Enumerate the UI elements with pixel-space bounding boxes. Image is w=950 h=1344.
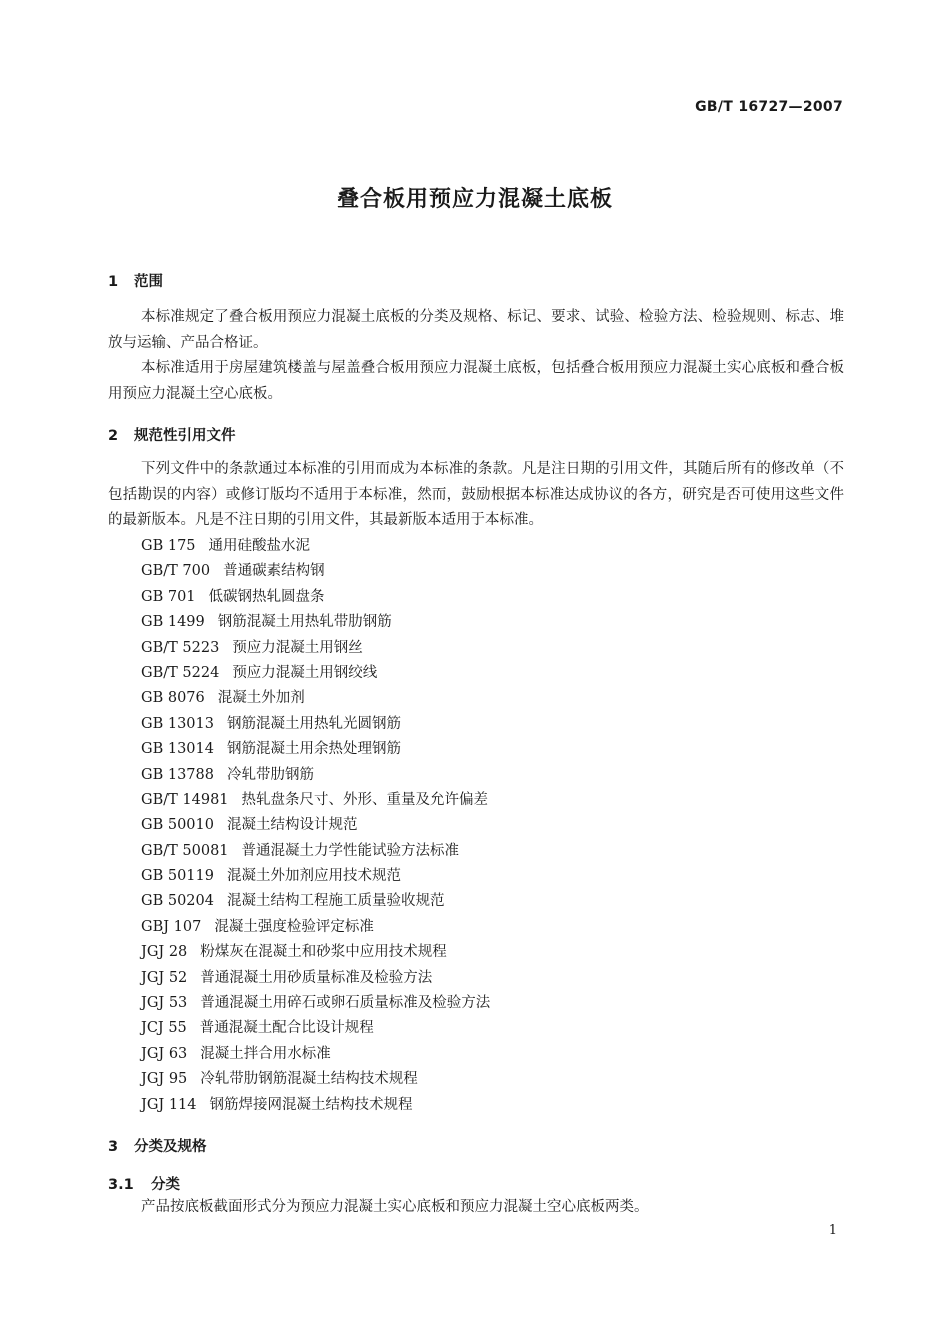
reference-code: JGJ 53 (141, 995, 188, 1012)
reference-item (141, 1016, 490, 1041)
reference-code: GB/T 5224 (141, 664, 220, 681)
reference-code: JGJ 52 (141, 969, 188, 986)
subsection-number: 3.1 (108, 1177, 134, 1193)
section-title: 范围 (134, 274, 163, 290)
standard-code: GB/T 16727—2007 (695, 99, 843, 115)
page-number: 1 (828, 1223, 837, 1238)
reference-item (141, 636, 490, 661)
reference-code: JGJ 114 (141, 1096, 197, 1113)
reference-code: GB 50204 (141, 893, 214, 910)
reference-code: GB/T 14981 (141, 791, 229, 808)
reference-item (141, 889, 490, 914)
reference-code: GB/T 700 (141, 563, 211, 580)
section-title: 分类及规格 (134, 1139, 207, 1155)
reference-name: 钢筋焊接网混凝土结构技术规程 (209, 1096, 413, 1113)
reference-item (141, 1067, 490, 1092)
reference-item (141, 559, 490, 584)
reference-item (141, 864, 490, 889)
reference-code: JCJ 55 (141, 1020, 187, 1037)
reference-code: JGJ 28 (141, 944, 188, 961)
reference-item (141, 712, 490, 737)
scope-paragraph-2: 本标准适用于房屋建筑楼盖与屋盖叠合板用预应力混凝土底板，包括叠合板用预应力混凝土实心底板和叠合板用预应力混凝土空心底板。 (108, 360, 844, 402)
reference-item (141, 763, 490, 788)
reference-name: 普通碳素结构钢 (223, 563, 325, 580)
reference-code: GB 13014 (141, 741, 214, 758)
reference-code: GB 8076 (141, 690, 205, 707)
reference-item (141, 991, 490, 1016)
reference-item (141, 737, 490, 762)
section-number: 2 (108, 428, 119, 444)
reference-code: GB 175 (141, 538, 196, 554)
reference-name: 普通混凝土力学性能试验方法标准 (241, 842, 460, 859)
reference-code: GB 1499 (141, 614, 205, 631)
reference-item (141, 788, 490, 813)
reference-item (141, 686, 490, 711)
document-title: 叠合板用预应力混凝土底板 (336, 187, 613, 212)
reference-name: 混凝土强度检验评定标准 (214, 918, 374, 935)
classification-paragraph: 产品按底板截面形式分为预应力混凝土实心底板和预应力混凝土空心底板两类。 (141, 1199, 649, 1215)
reference-code: GB 13013 (141, 715, 214, 732)
reference-code: GB 701 (141, 588, 196, 605)
reference-name: 冷轧带肋钢筋 (226, 766, 314, 783)
reference-item (141, 839, 490, 864)
reference-name: 冷轧带肋钢筋混凝土结构技术规程 (200, 1071, 418, 1088)
reference-item (141, 915, 490, 940)
reference-item (141, 534, 490, 559)
section-number: 3 (108, 1139, 119, 1155)
subsection-title: 分类 (151, 1177, 180, 1193)
reference-code: JGJ 63 (141, 1045, 188, 1062)
reference-name: 预应力混凝土用钢丝 (232, 639, 363, 656)
reference-name: 低碳钢热轧圆盘条 (208, 588, 325, 605)
reference-item (141, 1093, 490, 1118)
section-1-heading (108, 270, 163, 291)
section-3-heading (108, 1135, 207, 1156)
reference-name: 普通混凝土用砂质量标准及检验方法 (200, 969, 433, 986)
reference-name: 粉煤灰在混凝土和砂浆中应用技术规程 (200, 944, 447, 961)
reference-name: 通用硅酸盐水泥 (208, 538, 311, 554)
reference-code: GB 50119 (141, 868, 214, 885)
section-title: 规范性引用文件 (134, 428, 236, 444)
reference-code: GB 13788 (141, 766, 214, 783)
reference-name: 热轧盘条尺寸、外形、重量及允许偏差 (241, 791, 489, 808)
reference-code: GB/T 50081 (141, 842, 229, 859)
reference-name: 普通混凝土配合比设计规程 (199, 1020, 374, 1037)
section-2-heading (108, 424, 236, 445)
reference-code: GBJ 107 (141, 918, 202, 935)
reference-name: 钢筋混凝土用热轧带肋钢筋 (217, 614, 392, 631)
reference-list (141, 534, 490, 1118)
reference-item (141, 610, 490, 635)
reference-name: 混凝土结构设计规范 (226, 817, 358, 834)
reference-code: GB 50010 (141, 817, 214, 834)
reference-code: JGJ 95 (141, 1071, 188, 1088)
reference-name: 预应力混凝土用钢绞线 (232, 664, 378, 681)
reference-name: 钢筋混凝土用余热处理钢筋 (226, 741, 401, 758)
reference-item (141, 1042, 490, 1067)
scope-paragraph-1: 本标准规定了叠合板用预应力混凝土底板的分类及规格、标记、要求、试验、检验方法、检验规则、标志、堆放与运输、产品合格证。 (108, 309, 844, 351)
reference-item (141, 813, 490, 838)
reference-name: 混凝土结构工程施工质量验收规范 (226, 893, 445, 910)
reference-name: 混凝土外加剂 (217, 690, 305, 707)
reference-item (141, 940, 490, 965)
references-intro: 下列文件中的条款通过本标准的引用而成为本标准的条款。凡是注日期的引用文件，其随后所有的修改单（不包括勘误的内容）或修订版均不适用于本标准，然而，鼓励根据本标准达成协议的各方，研究是否可使用这些文件的最新版本。凡是不注日期的引用文件，其最新版本适用于本标准。 (108, 461, 844, 528)
reference-name: 普通混凝土用碎石或卵石质量标准及检验方法 (200, 995, 491, 1012)
section-number: 1 (108, 274, 119, 290)
subsection-3-1-heading (108, 1173, 180, 1194)
reference-item (141, 585, 490, 610)
reference-item (141, 966, 490, 991)
reference-code: GB/T 5223 (141, 639, 220, 656)
reference-name: 混凝土拌合用水标准 (200, 1045, 331, 1062)
reference-item (141, 661, 490, 686)
reference-name: 钢筋混凝土用热轧光圆钢筋 (226, 715, 401, 732)
reference-name: 混凝土外加剂应用技术规范 (226, 868, 401, 885)
